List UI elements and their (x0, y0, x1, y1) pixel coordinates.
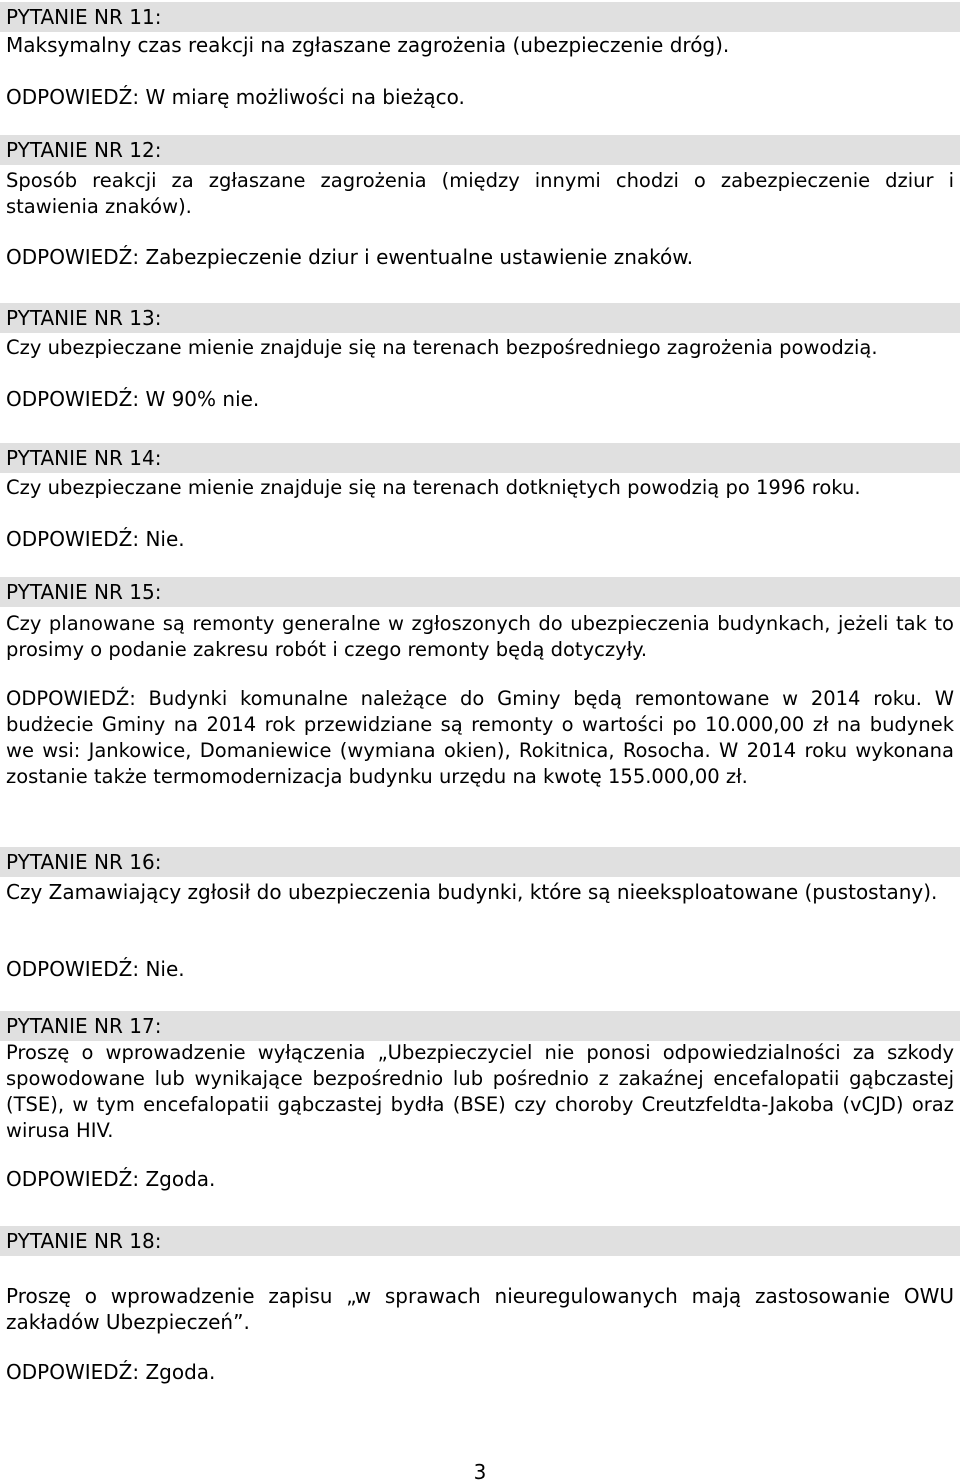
question-17-header: PYTANIE NR 17: (0, 1011, 960, 1041)
question-16-header: PYTANIE NR 16: (0, 847, 960, 877)
question-18-text: Proszę o wprowadzenie zapisu „w sprawach nieuregulowanych mają zastosowanie OWU zakładów Ubezpieczeń”. (6, 1284, 954, 1334)
answer-12-text: ODPOWIEDŹ: Zabezpieczenie dziur i ewentualne ustawienie znaków. (6, 245, 694, 269)
question-12-header: PYTANIE NR 12: (0, 135, 960, 165)
question-18-header: PYTANIE NR 18: (0, 1226, 960, 1256)
question-11-text: Maksymalny czas reakcji na zgłaszane zagrożenia (ubezpieczenie dróg). (6, 33, 730, 57)
question-11-header: PYTANIE NR 11: (0, 2, 960, 32)
question-17-text: Proszę o wprowadzenie wyłączenia „Ubezpieczyciel nie ponosi odpowiedzialności za szkody spowodowane lub wynikające bezpośrednio lub pośrednio z zakaźnej encefalopatii gąbczastej (TSE), w tym encefalopatii gąbczastej bydła (BSE) czy choroby Creutzfeldta-Jakoba (vCJD) oraz wirusa HIV. (6, 1041, 954, 1142)
question-15-text: Czy planowane są remonty generalne w zgłoszonych do ubezpieczenia budynkach, jeżeli tak to prosimy o podanie zakresu robót i czego remonty będą dotyczyły. (6, 612, 954, 661)
question-12-text: Sposób reakcji za zgłaszane zagrożenia (między innymi chodzi o zabezpieczenie dziur i stawienia znaków). (6, 169, 954, 218)
question-13-header: PYTANIE NR 13: (0, 303, 960, 333)
answer-13-text: ODPOWIEDŹ: W 90% nie. (6, 387, 260, 411)
question-16-text: Czy Zamawiający zgłosił do ubezpieczenia budynki, które są nieeksploatowane (pustostany). (6, 880, 938, 904)
answer-17-text: ODPOWIEDŹ: Zgoda. (6, 1167, 216, 1191)
answer-14-text: ODPOWIEDŹ: Nie. (6, 527, 185, 551)
answer-11-text: ODPOWIEDŹ: W miarę możliwości na bieżąco. (6, 85, 465, 109)
page-number: 3 (473, 1460, 487, 1484)
question-14-text: Czy ubezpieczane mienie znajduje się na terenach dotkniętych powodzią po 1996 roku. (6, 476, 861, 499)
answer-18-text: ODPOWIEDŹ: Zgoda. (6, 1360, 216, 1384)
question-15-header: PYTANIE NR 15: (0, 577, 960, 607)
answer-16-text: ODPOWIEDŹ: Nie. (6, 957, 185, 981)
question-14-header: PYTANIE NR 14: (0, 443, 960, 473)
answer-15-text: ODPOWIEDŹ: Budynki komunalne należące do Gminy będą remontowane w 2014 roku. W budżecie Gminy na 2014 rok przewidziane są remonty o wartości po 10.000,00 zł na budynek we wsi: Jankowice, Domaniewice (wymiana okien), Rokitnica, Rosocha. W 2014 roku wykonana zostanie także termomodernizacja budynku urzędu na kwotę 155.000,00 zł. (6, 687, 954, 788)
question-13-text: Czy ubezpieczane mienie znajduje się na terenach bezpośredniego zagrożenia powodzią. (6, 336, 878, 359)
